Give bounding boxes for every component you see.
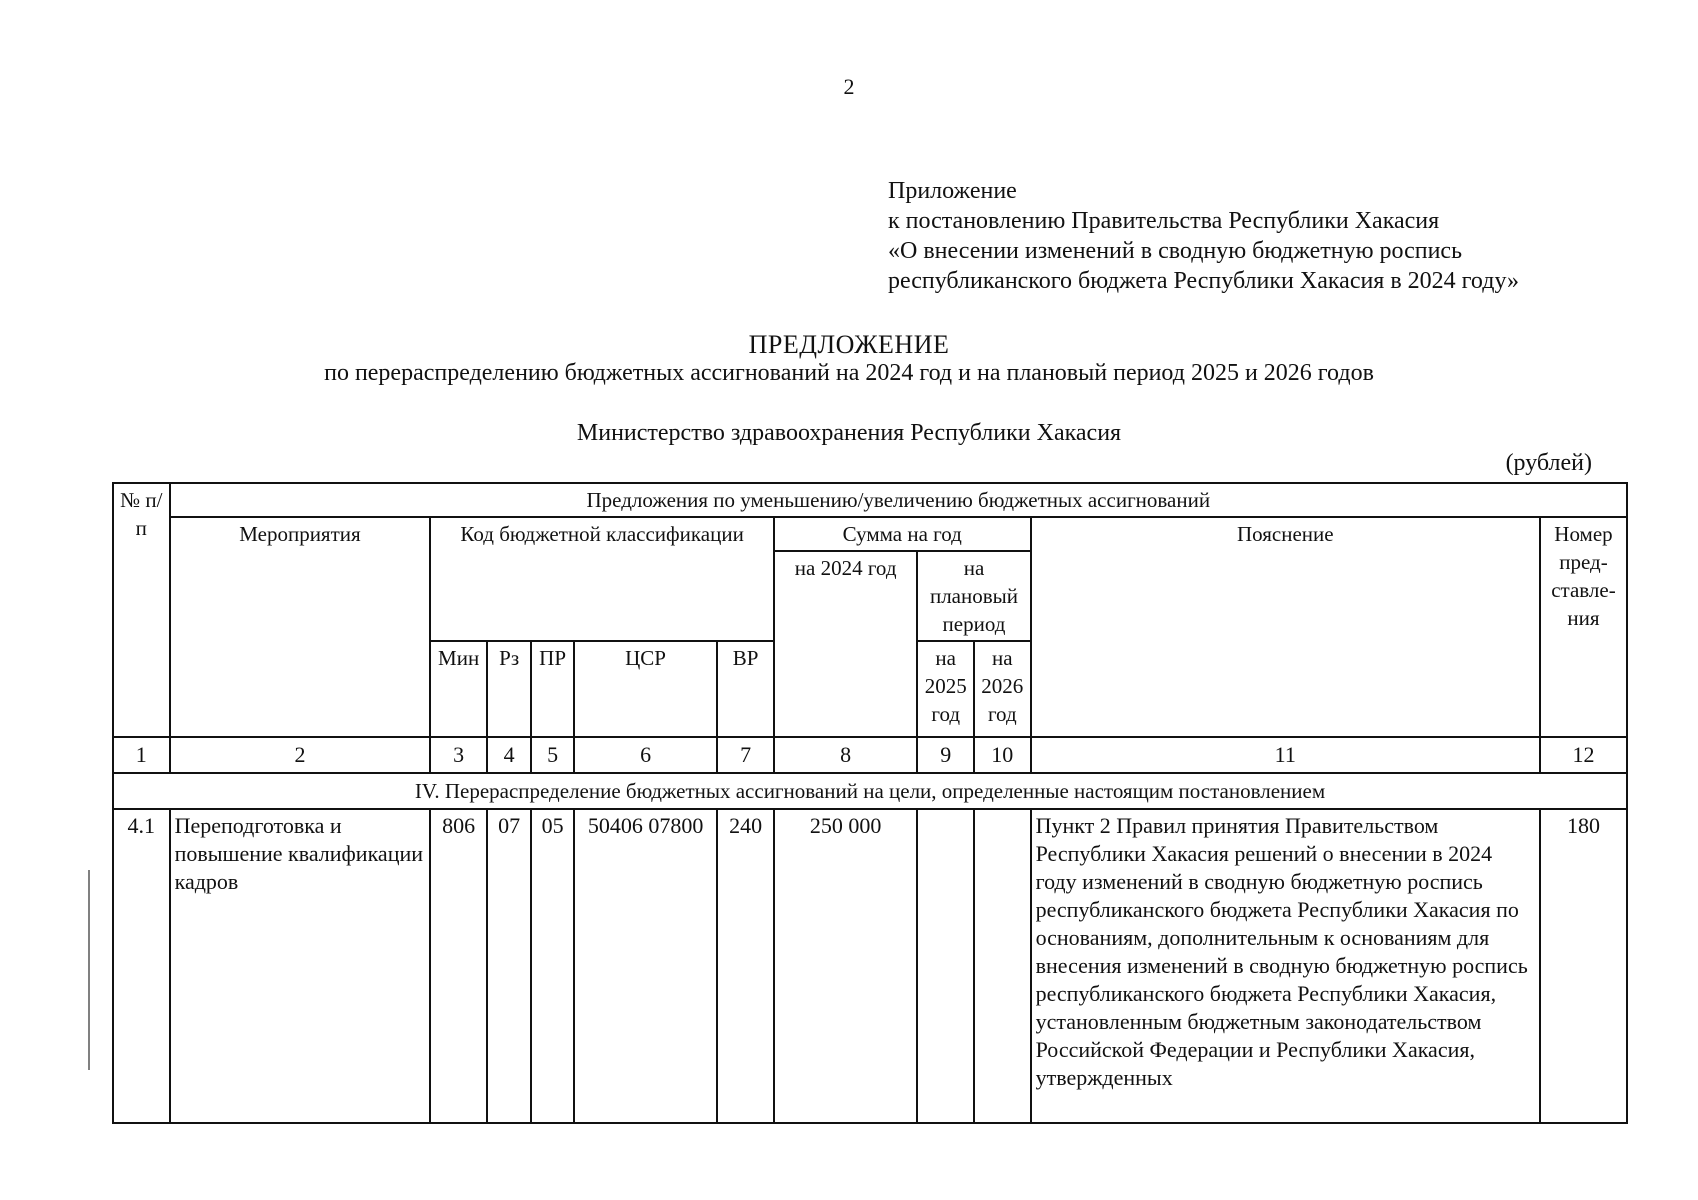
ministry-name: Министерство здравоохранения Республики Хакасия <box>576 420 1122 446</box>
column-number: 2 <box>170 737 431 773</box>
document-subtitle: по перераспределению бюджетных ассигнований на 2024 год и на плановый период 2025 и 2026 годов <box>324 360 1374 386</box>
header-min: Мин <box>430 641 487 737</box>
header-pr: ПР <box>531 641 573 737</box>
column-number: 6 <box>574 737 718 773</box>
header-submission-number: Номер пред-ставле-ния <box>1540 517 1627 737</box>
column-number: 10 <box>974 737 1031 773</box>
header-vr: ВР <box>717 641 774 737</box>
row-sum-2026 <box>974 809 1031 1123</box>
column-number: 8 <box>774 737 918 773</box>
appendix-block <box>888 176 1519 296</box>
header-explanation: Пояснение <box>1031 517 1540 737</box>
header-year-2026: на 2026 год <box>974 641 1031 737</box>
appendix-line: Приложение <box>888 178 1017 204</box>
row-rz: 07 <box>487 809 531 1123</box>
row-pr: 05 <box>531 809 573 1123</box>
header-year-2025: на 2025 год <box>917 641 974 737</box>
row-vr: 240 <box>717 809 774 1123</box>
header-measures: Мероприятия <box>170 517 431 737</box>
column-number: 5 <box>531 737 573 773</box>
document-title: ПРЕДЛОЖЕНИЕ <box>748 330 950 359</box>
column-number: 11 <box>1031 737 1540 773</box>
row-sum-2025 <box>917 809 974 1123</box>
header-year-2024: на 2024 год <box>774 551 918 737</box>
column-number: 4 <box>487 737 531 773</box>
appendix-line: «О внесении изменений в сводную бюджетную роспись <box>888 238 1463 264</box>
column-number: 1 <box>113 737 170 773</box>
appendix-line: к постановлению Правительства Республики Хакасия <box>888 208 1440 234</box>
table-row <box>113 809 1627 1123</box>
units-label: (рублей) <box>1505 450 1592 476</box>
page-number: 2 <box>843 74 855 99</box>
header-planned-period: на плановый период <box>917 551 1030 641</box>
section-title: IV. Перераспределение бюджетных ассигнований на цели, определенные настоящим постановлением <box>113 773 1627 809</box>
appendix-line: республиканского бюджета Республики Хакасия в 2024 году» <box>888 268 1520 294</box>
column-number: 12 <box>1540 737 1627 773</box>
column-number: 7 <box>717 737 774 773</box>
row-csr: 50406 07800 <box>574 809 718 1123</box>
header-budget-code: Код бюджетной классификации <box>430 517 774 641</box>
margin-stamp <box>18 870 90 1070</box>
column-numbers-row <box>113 737 1627 773</box>
column-number: 3 <box>430 737 487 773</box>
budget-table <box>112 482 1628 1124</box>
header-num: № п/п <box>113 483 170 737</box>
section-row <box>113 773 1627 809</box>
header-proposals: Предложения по уменьшению/увеличению бюджетных ассигнований <box>170 483 1627 517</box>
header-rz: Рз <box>487 641 531 737</box>
header-sum: Сумма на год <box>774 517 1031 551</box>
column-number: 9 <box>917 737 974 773</box>
row-sum-2024: 250 000 <box>774 809 918 1123</box>
row-measure: Переподготовка и повышение квалификации кадров <box>170 809 431 1123</box>
row-explanation: Пункт 2 Правил принятия Правительством Республики Хакасия решений о внесении в 2024 году изменений в сводную бюджетную роспись республиканского бюджета Республики Хакасия по основаниям, дополнительным к основаниям для внесения изменений в сводную бюджетную роспись республиканского бюджета Республики Хакасия, установленным бюджетным законодательством Российской Федерации и Республики Хакасия, утвержденных <box>1031 809 1540 1123</box>
row-submission-number: 180 <box>1540 809 1627 1123</box>
row-min: 806 <box>430 809 487 1123</box>
header-csr: ЦСР <box>574 641 718 737</box>
row-num: 4.1 <box>113 809 170 1123</box>
